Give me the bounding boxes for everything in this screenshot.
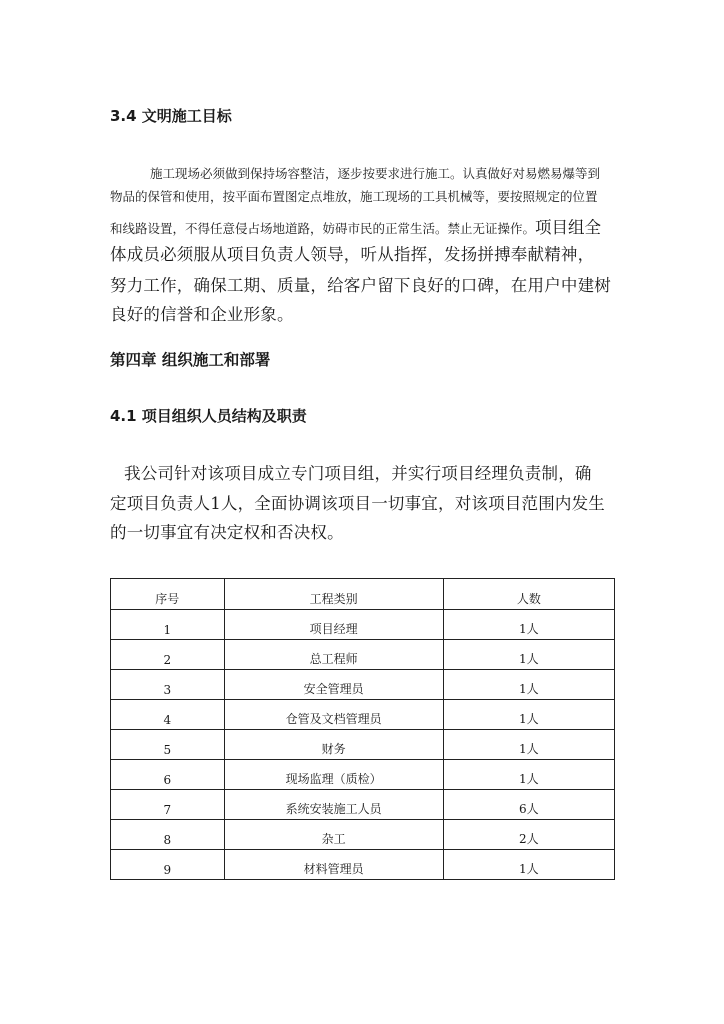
table-row <box>111 700 615 730</box>
section-heading-4-1: 4.1 项目组织人员结构及职责 <box>110 407 307 425</box>
cell-headcount: 1人 <box>443 670 614 700</box>
cell-headcount: 1人 <box>443 760 614 790</box>
cell-category: 系统安装施工人员 <box>224 790 443 820</box>
cell-headcount: 2人 <box>443 820 614 850</box>
table-row <box>111 610 615 640</box>
paragraph-line-big-part: 项目组全 <box>535 218 602 237</box>
cell-headcount: 1人 <box>443 850 614 880</box>
chapter-heading: 第四章 组织施工和部署 <box>110 351 271 369</box>
paragraph-line: 施工现场必须做到保持场容整洁，逐步按要求进行施工。认真做好对易燃易爆等到 <box>150 166 601 181</box>
table-row <box>111 760 615 790</box>
cell-number: 3 <box>111 670 225 700</box>
cell-category: 仓管及文档管理员 <box>224 700 443 730</box>
column-header-headcount: 人数 <box>443 579 614 610</box>
table-row <box>111 640 615 670</box>
table-header-row <box>111 579 615 610</box>
cell-number: 5 <box>111 730 225 760</box>
paragraph-line: 定项目负责人1人，全面协调该项目一切事宜，对该项目范围内发生 <box>110 494 605 513</box>
staffing-table <box>110 578 615 880</box>
cell-headcount: 1人 <box>443 730 614 760</box>
paragraph-line: 良好的信誉和企业形象。 <box>110 305 294 324</box>
paragraph-line: 物品的保管和使用，按平面布置图定点堆放，施工现场的工具机械等，要按照规定的位置 <box>110 189 598 204</box>
paragraph-line <box>110 214 615 238</box>
paragraph-line: 体成员必须服从项目负责人领导，听从指挥，发扬拼搏奉献精神， <box>110 245 595 264</box>
cell-headcount: 1人 <box>443 700 614 730</box>
cell-number: 9 <box>111 850 225 880</box>
cell-category: 项目经理 <box>224 610 443 640</box>
cell-number: 6 <box>111 760 225 790</box>
paragraph-line: 我公司针对该项目成立专门项目组，并实行项目经理负责制，确 <box>124 464 592 483</box>
table-row <box>111 730 615 760</box>
cell-category: 杂工 <box>224 820 443 850</box>
cell-category: 安全管理员 <box>224 670 443 700</box>
table-row <box>111 670 615 700</box>
cell-category: 财务 <box>224 730 443 760</box>
cell-category: 总工程师 <box>224 640 443 670</box>
cell-category: 现场监理（质检） <box>224 760 443 790</box>
table-row <box>111 850 615 880</box>
cell-number: 4 <box>111 700 225 730</box>
cell-number: 2 <box>111 640 225 670</box>
column-header-category: 工程类别 <box>224 579 443 610</box>
cell-number: 7 <box>111 790 225 820</box>
cell-number: 1 <box>111 610 225 640</box>
paragraph-line: 努力工作，确保工期、质量，给客户留下良好的口碑，在用户中建树 <box>110 276 611 295</box>
cell-headcount: 1人 <box>443 610 614 640</box>
cell-number: 8 <box>111 820 225 850</box>
cell-headcount: 6人 <box>443 790 614 820</box>
table-row <box>111 790 615 820</box>
cell-category: 材料管理员 <box>224 850 443 880</box>
paragraph-line-small-part: 和线路设置，不得任意侵占场地道路，妨碍市民的正常生活。禁止无证操作。 <box>110 221 536 236</box>
paragraph-line: 的一切事宜有决定权和否决权。 <box>110 523 344 542</box>
column-header-number: 序号 <box>111 579 225 610</box>
cell-headcount: 1人 <box>443 640 614 670</box>
section-heading-3-4: 3.4 文明施工目标 <box>110 107 232 125</box>
table-row <box>111 820 615 850</box>
